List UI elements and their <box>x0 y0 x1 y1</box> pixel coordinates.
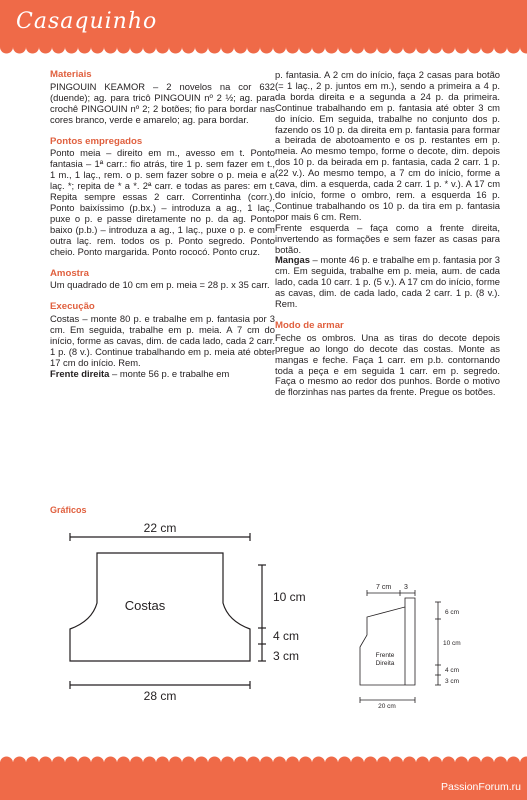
header-scallop <box>0 46 527 54</box>
heading-modo-armar: Modo de armar <box>275 319 344 331</box>
frente-direita-start: – monte 56 p. e trabalhe em <box>109 367 230 379</box>
frente-height-4: 3 cm <box>445 678 460 685</box>
costas-name: Costas <box>124 598 166 613</box>
heading-materiais: Materiais <box>50 69 92 80</box>
costas-height-2: 4 cm <box>273 629 300 643</box>
modo-armar-text: Feche os ombros. Una as tiras do decote depois pregue ao longo do decote das costas. Monte as mangas e feche. Faça 1 carr. em p.b. contornando toda a peça e em seguida 1 carr. em p. segredo. Faça o mesmo ao redor dos punhos. Borde o motivo de florzinhas nas partes da frente. Pregue os botões. <box>275 331 500 398</box>
frente-top-label-b: 3 <box>404 584 408 591</box>
costas-height-3: 3 cm <box>273 649 300 663</box>
heading-amostra: Amostra <box>50 267 89 279</box>
header-band <box>0 0 527 46</box>
frente-name-line1: Frente <box>375 652 395 659</box>
mangas-text <box>275 255 500 310</box>
right-column <box>275 70 500 409</box>
amostra-text: Um quadrado de 10 cm em p. meia = 28 p. x 35 carr. <box>50 279 270 291</box>
frente-name-line2: Direita <box>375 660 395 667</box>
page-title: Casaquinho <box>16 9 158 34</box>
materiais-text: PINGOUIN KEAMOR – 2 novelos na cor 632 (duende); ag. para tricô PINGOUIN nº 2 ½; ag. para crochê PINGOUIN nº 2; 2 botões; fio para bordar nas cores branco, verde e amarelo; ag. para bordar. <box>50 80 275 125</box>
patterns-diagram <box>60 515 480 710</box>
mangas-label: Mangas <box>275 254 310 266</box>
mangas-body: – monte 46 p. e trabalhe em p. fantasia por 3 cm. Em seguida, trabalhe em p. meia, aum. de cada lado, cada 10 carr. 1 p. (5 v.). A 17 cm do início, forme as cavas, dim. de cada lado, cada 2 carr. 1 p. (8 v.). Rem. <box>275 254 500 310</box>
costas-top-label: 22 cm <box>143 521 177 535</box>
costas-height-1: 10 cm <box>273 590 306 604</box>
frente-direita-label: Frente direita <box>50 367 110 379</box>
heading-pontos: Pontos empregados <box>50 135 143 147</box>
heading-execucao: Execução <box>50 301 95 313</box>
frente-bottom-label: 20 cm <box>378 703 396 710</box>
frente-height-2: 10 cm <box>443 640 461 647</box>
left-column <box>50 70 275 391</box>
costas-schematic <box>70 533 266 689</box>
frente-esquerda-text: Frente esquerda – faça como a frente direita, invertendo as formações e sem fazer as casas para botão. <box>275 221 500 255</box>
frente-top-label-a: 7 cm <box>376 584 392 591</box>
footer-watermark[interactable]: PassionForum.ru <box>441 781 521 793</box>
execucao-text: Costas – monte 80 p. e trabalhe em p. fantasia por 3 cm. Em seguida, trabalhe em p. meia. A 7 cm do início, forme as cavas, dim. de cada lado, cada 2 carr. 1 p. (8 v.). Continue trabalhando em p. meia até obter 17 cm do início. Rem. <box>50 313 275 368</box>
frente-direita-continuation: p. fantasia. A 2 cm do início, faça 2 casas para botão (= 1 laç., 2 p. juntos em m.), sendo a primeira a 4 p. da borda direita e a segunda a 24 p. da primeira. Continue trabalhando em p. fantasia até obter 3 cm do início. Em seguida, trabalhe no conjunto dos p. fazendo os 10 p. da direita em p. fantasia para formar a beirada de abotoamento e os p. restantes em p. meia. Ao mesmo tempo, forme o decote, dim. depois dos 10 p. da beirada em p. fantasia, cada 2 carr. 1 p. (22 v.). Ao mesmo tempo, a 7 cm do início, forme a cava, dim. a esquerda, cada 2 carr. 1 p. * v.). A 17 cm do início, forme o ombro, rem. a esquerda 16 p. Continue trabalhando os 10 p. da tira em p. fantasia por mais 6 cm. Rem. <box>275 69 500 222</box>
costas-bottom-label: 28 cm <box>143 689 177 703</box>
frente-height-3: 4 cm <box>445 667 460 674</box>
frente-direita-intro <box>50 369 275 380</box>
frente-height-1: 6 cm <box>445 609 460 616</box>
frente-schematic <box>360 590 441 703</box>
pontos-text: Ponto meia – direito em m., avesso em t. Ponto fantasia – 1ª carr.: fio atrás, tire 1 p. sem fazer em t., 1 m., 1 laç., rem. o p. sem fazer sobre o p. meia e a laç. *; repita de * a *. 2ª carr. e todas as pares: em t. Repita sempre essas 2 carr. Correntinha (corr.). Ponto baixíssimo (p.bx.) – introduza a ag., 1 laç., puxe o p. e passe diretamente no p. da ag. Ponto baixo (p.b.) – introduza a ag., 1 laç., puxe o p. e com outra laç. rem. todos os p. Ponto segredo. Ponto cheio. Ponto margarida. Ponto rococó. Ponto cruz. <box>50 147 275 257</box>
graficos-label: Gráficos <box>50 505 87 515</box>
